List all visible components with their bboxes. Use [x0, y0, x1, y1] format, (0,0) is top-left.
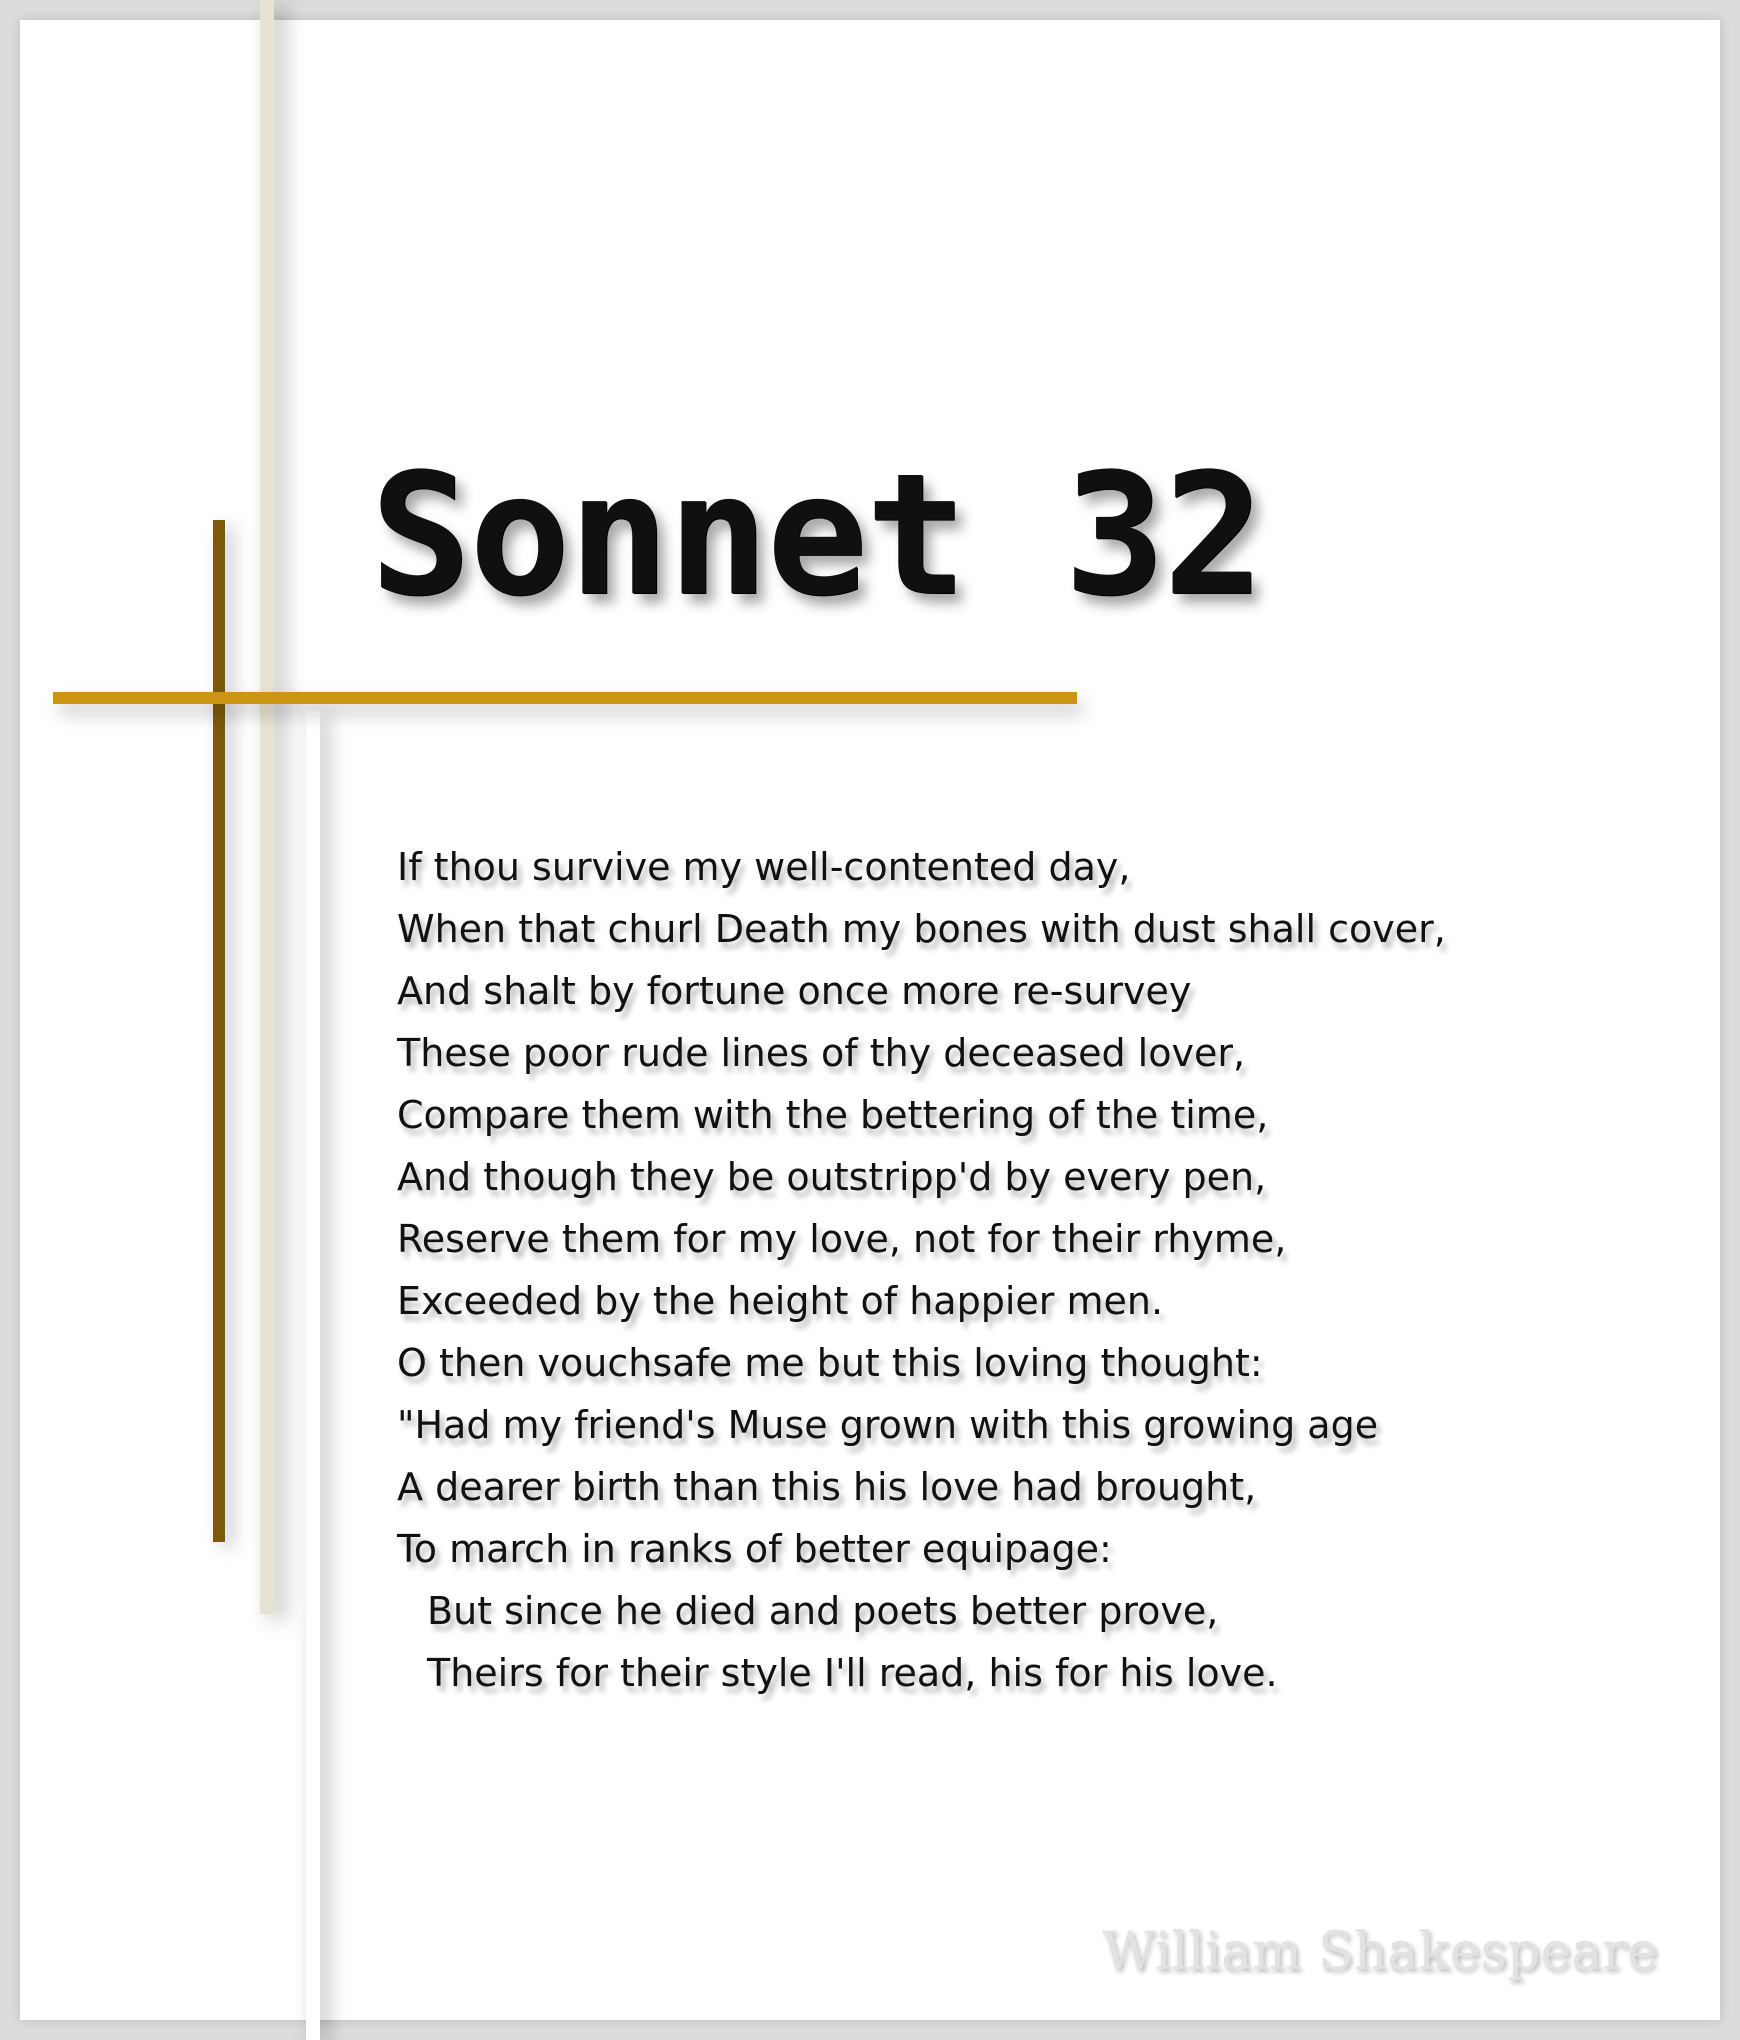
poem-line-3: And shalt by fortune once more re-survey: [397, 969, 1192, 1013]
author-signature: William Shakespeare: [1102, 1922, 1658, 1982]
poem-line-9: O then vouchsafe me but this loving thought:: [397, 1341, 1263, 1385]
poem-line-1: If thou survive my well-contented day,: [397, 845, 1131, 889]
brown-vertical-bar: [213, 520, 225, 1542]
poem-line-5: Compare them with the bettering of the time,: [397, 1093, 1269, 1137]
poem-line-10: "Had my friend's Muse grown with this growing age: [397, 1403, 1379, 1447]
poem-line-4: These poor rude lines of thy deceased lover,: [397, 1031, 1246, 1075]
cream-vertical-bar: [260, 0, 274, 1614]
poem-text: [397, 836, 1597, 1704]
poem-line-6: And though they be outstripp'd by every pen,: [397, 1155, 1267, 1199]
poem-line-14: Theirs for their style I'll read, his for his love.: [427, 1651, 1278, 1695]
gold-horizontal-bar: [53, 692, 1077, 704]
poem-line-11: A dearer birth than this his love had brought,: [397, 1465, 1257, 1509]
poem-line-2: When that churl Death my bones with dust shall cover,: [397, 907, 1446, 951]
white-vertical-bar: [306, 710, 320, 2040]
poem-line-7: Reserve them for my love, not for their rhyme,: [397, 1217, 1287, 1261]
page-title: Sonnet 32: [370, 437, 1263, 633]
poem-line-13: But since he died and poets better prove,: [427, 1589, 1219, 1633]
poem-line-12: To march in ranks of better equipage:: [397, 1527, 1112, 1571]
poem-line-8: Exceeded by the height of happier men.: [397, 1279, 1164, 1323]
